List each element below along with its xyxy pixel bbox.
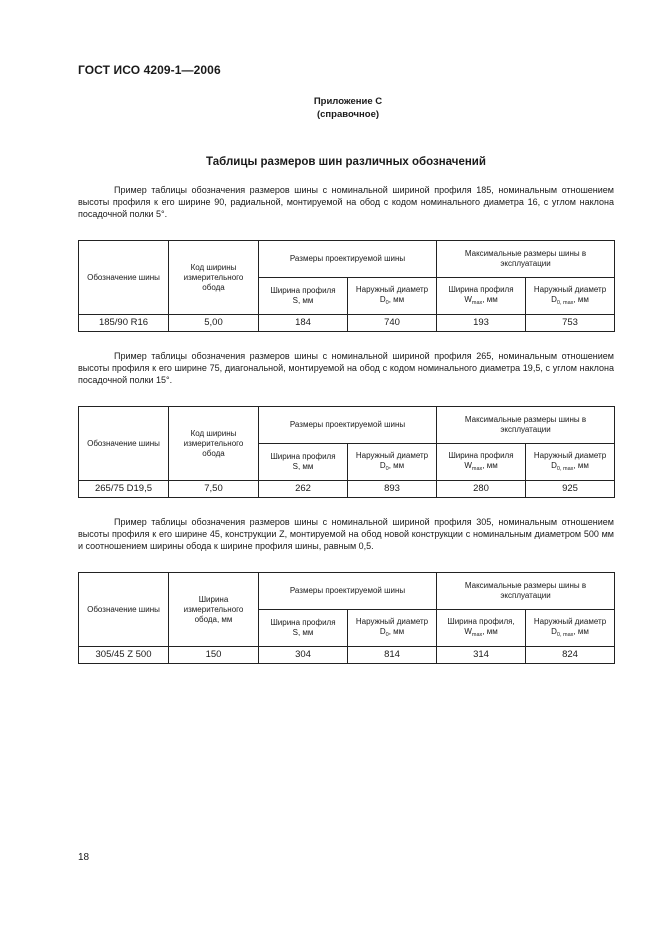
- wmax-header: Ширина профиля $W_{max}$, мм: [437, 444, 526, 481]
- tire-size-table-2: [78, 406, 615, 498]
- outer-diameter-header: Наружный диаметр $D_0$, мм: [348, 610, 437, 647]
- annex-subtitle: (справочное): [316, 109, 380, 120]
- section-width-header: Ширина профиля S, мм: [259, 444, 348, 481]
- dmax-cell: 753: [526, 315, 615, 332]
- designation-header: Обозначение шины: [79, 241, 169, 315]
- tire-size-table-3: [78, 572, 615, 664]
- section-width-header: Ширина профиля S, мм: [259, 610, 348, 647]
- example-text: Пример таблицы обозначения размеров шины с номинальной шириной профиля 185, номинальным отношением высоты профиля к его ширине 90, радиальной, монтируемой на обод с кодом номинального диаметра 16, с углом наклона посадочной полки 5°.: [78, 185, 614, 219]
- rim-code-header: Код ширины измерительного обода: [169, 241, 259, 315]
- tire-size-table-1: [78, 240, 615, 332]
- annex-heading: [0, 95, 661, 121]
- section-width-header: Ширина профиля S, мм: [259, 278, 348, 315]
- example-paragraph-2: [78, 350, 614, 386]
- outer-diameter-cell: 740: [348, 315, 437, 332]
- outer-diameter-header: Наружный диаметр $D_0$, мм: [348, 278, 437, 315]
- rim-code-header: Код ширины измерительного обода: [169, 407, 259, 481]
- section-width-cell: 184: [259, 315, 348, 332]
- dmax-header: Наружный диаметр $D_{0, max}$, мм: [526, 278, 615, 315]
- section-width-cell: 262: [259, 481, 348, 498]
- annex-title: Приложение С: [313, 96, 383, 107]
- outer-diameter-cell: 893: [348, 481, 437, 498]
- design-dimensions-header: Размеры проектируемой шины: [259, 241, 437, 278]
- dmax-header: Наружный диаметр $D_{0, max}$, мм: [526, 444, 615, 481]
- rim-cell: 150: [169, 647, 259, 664]
- wmax-header: Ширина профиля, $W_{max}$, мм: [437, 610, 526, 647]
- example-paragraph-1: [78, 184, 614, 220]
- max-dimensions-header: Максимальные размеры шины в эксплуатации: [437, 241, 615, 278]
- designation-header: Обозначение шины: [79, 407, 169, 481]
- section-width-cell: 304: [259, 647, 348, 664]
- table-row: [79, 315, 615, 332]
- rim-width-header: Ширина измерительного обода, мм: [169, 573, 259, 647]
- designation-cell: 265/75 D19,5: [79, 481, 169, 498]
- wmax-header: Ширина профиля $W_{max}$, мм: [437, 278, 526, 315]
- rim-cell: 5,00: [169, 315, 259, 332]
- example-text: Пример таблицы обозначения размеров шины с номинальной шириной профиля 305, номинальным отношением высоты профиля к его ширине 45, конструкции Z, монтируемой на обод новой конструкции с номинальным диаметром 500 мм и соотношением ширины обода к ширине профиля шины, равным 0,5.: [78, 517, 614, 551]
- page-number: 18: [78, 852, 90, 863]
- max-dimensions-header: Максимальные размеры шины в эксплуатации: [437, 407, 615, 444]
- table-row: [79, 647, 615, 664]
- rim-cell: 7,50: [169, 481, 259, 498]
- designation-cell: 305/45 Z 500: [79, 647, 169, 664]
- example-text: Пример таблицы обозначения размеров шины с номинальной шириной профиля 265, номинальным отношением высоты профиля к его ширине 75, диагональной, монтируемой на обод с кодом номинального диаметра 19,5, с углом наклона посадочной полки 15°.: [78, 351, 614, 385]
- table-row: [79, 481, 615, 498]
- outer-diameter-header: Наружный диаметр $D_0$, мм: [348, 444, 437, 481]
- section-title: Таблицы размеров шин различных обозначений: [206, 156, 486, 168]
- dmax-header: Наружный диаметр $D_{0, max}$, мм: [526, 610, 615, 647]
- wmax-cell: 280: [437, 481, 526, 498]
- dmax-cell: 925: [526, 481, 615, 498]
- outer-diameter-cell: 814: [348, 647, 437, 664]
- wmax-cell: 314: [437, 647, 526, 664]
- design-dimensions-header: Размеры проектируемой шины: [259, 573, 437, 610]
- document-id: ГОСТ ИСО 4209-1—2006: [78, 63, 221, 77]
- example-paragraph-3: [78, 516, 614, 552]
- designation-cell: 185/90 R16: [79, 315, 169, 332]
- dmax-cell: 824: [526, 647, 615, 664]
- designation-header: Обозначение шины: [79, 573, 169, 647]
- wmax-cell: 193: [437, 315, 526, 332]
- max-dimensions-header: Максимальные размеры шины в эксплуатации: [437, 573, 615, 610]
- design-dimensions-header: Размеры проектируемой шины: [259, 407, 437, 444]
